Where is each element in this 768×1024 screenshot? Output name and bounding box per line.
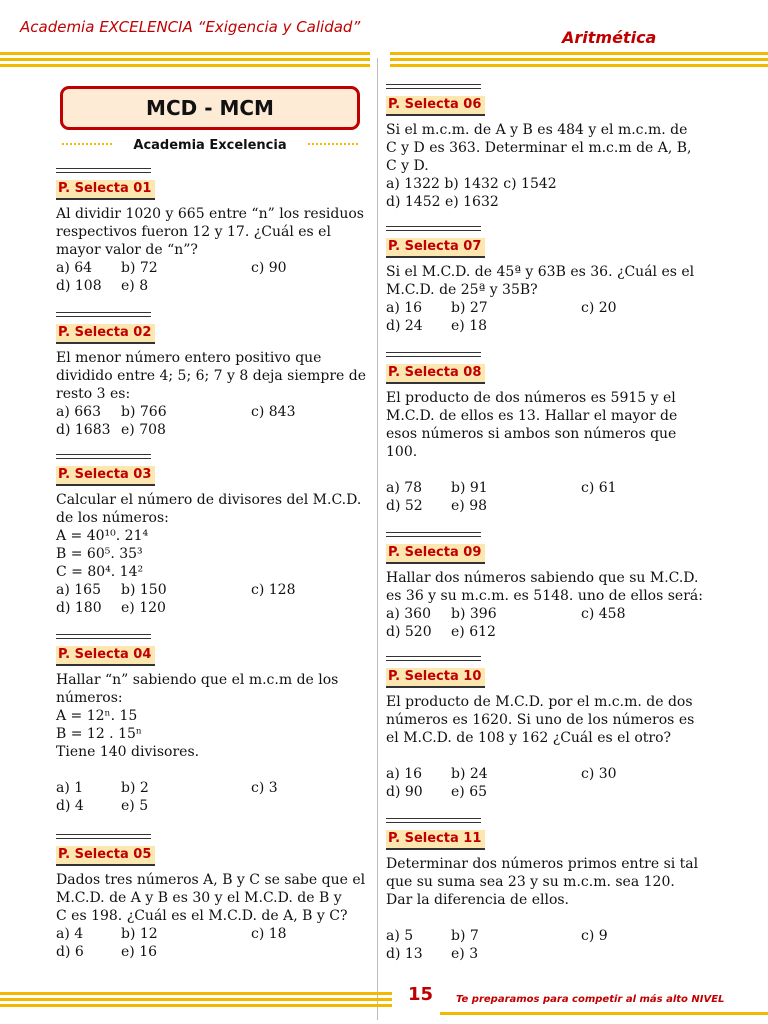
- problem-rule: [56, 168, 151, 173]
- statement-line: es 36 y su m.c.m. es 5148. uno de ellos será:: [386, 588, 703, 604]
- spacer: [56, 761, 376, 779]
- answer-option: a) 1: [56, 780, 84, 796]
- page-number: 15: [408, 984, 434, 1005]
- statement-line: A = 12ⁿ. 15: [56, 708, 138, 724]
- problem-rule: [56, 634, 151, 639]
- answer-option: d) 90: [386, 784, 423, 800]
- problem-tag: P. Selecta 09: [386, 544, 485, 564]
- answer-option: a) 1322 b) 1432 c) 1542: [386, 176, 557, 192]
- answer-option: b) 24: [451, 766, 488, 782]
- statement-line: Tiene 140 divisores.: [56, 744, 200, 760]
- answer-option: b) 12: [121, 926, 158, 942]
- problem-rule: [56, 312, 151, 317]
- answer-option: c) 20: [581, 300, 617, 316]
- statement-line: Si el M.C.D. de 45ª y 63B es 36. ¿Cuál es el: [386, 264, 695, 280]
- answer-option: e) 65: [451, 784, 488, 800]
- statement-line: respectivos fueron 12 y 17. ¿Cuál es el: [56, 224, 331, 240]
- answer-option: d) 520: [386, 624, 432, 640]
- answer-option: c) 458: [581, 606, 626, 622]
- column-divider: [377, 58, 378, 1020]
- problem-1: [56, 168, 376, 295]
- problem-rule: [386, 532, 481, 537]
- problem-5: [56, 834, 376, 961]
- answer-row: [56, 925, 376, 943]
- answer-option: e) 5: [121, 798, 149, 814]
- answer-option: c) 3: [251, 780, 278, 796]
- problem-2: [56, 312, 376, 439]
- statement-line: Hallar dos números sabiendo que su M.C.D.: [386, 570, 699, 586]
- statement-line: números es 1620. Si uno de los números es: [386, 712, 695, 728]
- statement-line: El menor número entero positivo que: [56, 350, 322, 366]
- answer-option: a) 64: [56, 260, 93, 276]
- answer-option: c) 843: [251, 404, 296, 420]
- answer-option: b) 2: [121, 780, 149, 796]
- answer-row: [56, 943, 376, 961]
- answer-option: e) 8: [121, 278, 149, 294]
- statement-line: Calcular el número de divisores del M.C.D.: [56, 492, 362, 508]
- answer-row: [56, 779, 376, 797]
- problem-10: [386, 656, 706, 801]
- answer-option: e) 708: [121, 422, 166, 438]
- statement-line: C = 80⁴. 14²: [56, 564, 144, 580]
- problem-tag: P. Selecta 03: [56, 466, 155, 486]
- header-stripes-right: [390, 52, 768, 70]
- problem-tag: P. Selecta 04: [56, 646, 155, 666]
- answer-option: c) 128: [251, 582, 296, 598]
- problem-tag: P. Selecta 08: [386, 364, 485, 384]
- problem-9: [386, 532, 706, 641]
- answer-option: c) 30: [581, 766, 617, 782]
- problem-statement: [56, 671, 376, 815]
- problem-statement: [56, 491, 376, 617]
- answer-row: [56, 599, 376, 617]
- problem-7: [386, 226, 706, 335]
- answer-row: [386, 479, 706, 497]
- statement-line: resto 3 es:: [56, 386, 131, 402]
- problem-statement: [386, 855, 706, 963]
- answer-option: a) 4: [56, 926, 84, 942]
- answer-option: d) 24: [386, 318, 423, 334]
- problem-statement: [56, 871, 376, 961]
- statement-line: que su suma sea 23 y su m.c.m. sea 120.: [386, 874, 675, 890]
- statement-line: el M.C.D. de 108 y 162 ¿Cuál es el otro?: [386, 730, 672, 746]
- answer-row: [386, 765, 706, 783]
- problem-statement: [56, 205, 376, 295]
- answer-option: b) 72: [121, 260, 158, 276]
- problem-3: [56, 454, 376, 617]
- problem-tag: P. Selecta 05: [56, 846, 155, 866]
- answer-row: [386, 175, 706, 193]
- statement-line: Si el m.c.m. de A y B es 484 y el m.c.m. de: [386, 122, 688, 138]
- answer-option: a) 16: [386, 300, 423, 316]
- subtitle: Academia Excelencia: [133, 138, 287, 153]
- statement-line: M.C.D. de A y B es 30 y el M.C.D. de B y: [56, 890, 342, 906]
- academy-name: Academia EXCELENCIA: [20, 18, 193, 36]
- statement-line: números:: [56, 690, 123, 706]
- answer-option: b) 766: [121, 404, 167, 420]
- statement-line: M.C.D. de ellos es 13. Hallar el mayor de: [386, 408, 678, 424]
- problem-statement: [386, 389, 706, 515]
- answer-option: a) 663: [56, 404, 101, 420]
- answer-option: b) 7: [451, 928, 479, 944]
- answer-option: a) 165: [56, 582, 101, 598]
- answer-row: [386, 927, 706, 945]
- problem-6: [386, 84, 706, 211]
- subject-title: Aritmética: [562, 28, 657, 47]
- statement-line: El producto de dos números es 5915 y el: [386, 390, 676, 406]
- statement-line: Hallar “n” sabiendo que el m.c.m de los: [56, 672, 339, 688]
- problem-rule: [386, 226, 481, 231]
- answer-option: e) 612: [451, 624, 496, 640]
- statement-line: mayor valor de “n”?: [56, 242, 198, 258]
- answer-option: d) 1683: [56, 422, 111, 438]
- problem-rule: [386, 656, 481, 661]
- page-title: MCD - MCM: [60, 86, 360, 130]
- header-academy: [20, 18, 360, 36]
- problem-statement: [386, 263, 706, 335]
- answer-option: b) 27: [451, 300, 488, 316]
- answer-row: [386, 605, 706, 623]
- problem-statement: [386, 693, 706, 801]
- academy-motto: “Exigencia y Calidad”: [197, 18, 361, 36]
- answer-option: d) 180: [56, 600, 102, 616]
- answer-option: d) 6: [56, 944, 84, 960]
- statement-line: M.C.D. de 25ª y 35B?: [386, 282, 538, 298]
- statement-line: de los números:: [56, 510, 169, 526]
- footer-stripes-left: [0, 992, 392, 1010]
- answer-option: a) 5: [386, 928, 414, 944]
- header-stripes-left: [0, 52, 370, 70]
- answer-row: [386, 317, 706, 335]
- answer-row: [386, 623, 706, 641]
- statement-line: B = 60⁵. 35³: [56, 546, 143, 562]
- answer-row: [56, 421, 376, 439]
- statement-line: dividido entre 4; 5; 6; 7 y 8 deja siempre de: [56, 368, 367, 384]
- answer-row: [386, 299, 706, 317]
- answer-option: c) 18: [251, 926, 287, 942]
- answer-option: d) 4: [56, 798, 84, 814]
- problem-8: [386, 352, 706, 515]
- answer-option: d) 1452 e) 1632: [386, 194, 499, 210]
- footer-slogan: Te preparamos para competir al más alto NIVEL: [456, 994, 725, 1005]
- answer-option: e) 16: [121, 944, 158, 960]
- problem-tag: P. Selecta 07: [386, 238, 485, 258]
- answer-option: c) 61: [581, 480, 617, 496]
- answer-option: d) 13: [386, 946, 423, 962]
- answer-option: e) 18: [451, 318, 488, 334]
- statement-line: Dados tres números A, B y C se sabe que el: [56, 872, 366, 888]
- spacer: [386, 461, 706, 479]
- problem-tag: P. Selecta 02: [56, 324, 155, 344]
- answer-option: d) 52: [386, 498, 423, 514]
- answer-row: [56, 581, 376, 599]
- answer-option: c) 9: [581, 928, 608, 944]
- answer-option: e) 98: [451, 498, 488, 514]
- answer-option: a) 16: [386, 766, 423, 782]
- statement-line: esos números si ambos son números que: [386, 426, 677, 442]
- answer-row: [56, 259, 376, 277]
- problem-statement: [386, 121, 706, 211]
- problem-statement: [386, 569, 706, 641]
- problem-rule: [386, 818, 481, 823]
- statement-line: C es 198. ¿Cuál es el M.C.D. de A, B y C?: [56, 908, 348, 924]
- statement-line: Al dividir 1020 y 665 entre “n” los residuos: [56, 206, 364, 222]
- statement-line: A = 40¹⁰. 21⁴: [56, 528, 149, 544]
- statement-line: C y D.: [386, 158, 429, 174]
- answer-row: [56, 403, 376, 421]
- problem-4: [56, 634, 376, 815]
- problem-tag: P. Selecta 01: [56, 180, 155, 200]
- problem-rule: [56, 834, 151, 839]
- footer-stripes-right: [440, 1012, 768, 1018]
- statement-line: Determinar dos números primos entre si tal: [386, 856, 699, 872]
- answer-row: [56, 277, 376, 295]
- answer-option: d) 108: [56, 278, 102, 294]
- spacer: [386, 909, 706, 927]
- problem-tag: P. Selecta 06: [386, 96, 485, 116]
- statement-line: Dar la diferencia de ellos.: [386, 892, 570, 908]
- answer-row: [386, 945, 706, 963]
- problem-11: [386, 818, 706, 963]
- statement-line: C y D es 363. Determinar el m.c.m de A, B,: [386, 140, 692, 156]
- problem-tag: P. Selecta 11: [386, 830, 485, 850]
- answer-option: e) 120: [121, 600, 166, 616]
- answer-option: b) 150: [121, 582, 167, 598]
- statement-line: B = 12 . 15ⁿ: [56, 726, 142, 742]
- problem-tag: P. Selecta 10: [386, 668, 485, 688]
- answer-option: b) 91: [451, 480, 488, 496]
- problem-rule: [56, 454, 151, 459]
- problem-rule: [386, 84, 481, 89]
- statement-line: 100.: [386, 444, 418, 460]
- answer-row: [386, 497, 706, 515]
- answer-row: [386, 193, 706, 211]
- answer-option: a) 360: [386, 606, 431, 622]
- answer-row: [386, 783, 706, 801]
- statement-line: El producto de M.C.D. por el m.c.m. de dos: [386, 694, 693, 710]
- answer-row: [56, 797, 376, 815]
- answer-option: c) 90: [251, 260, 287, 276]
- spacer: [386, 747, 706, 765]
- answer-option: b) 396: [451, 606, 497, 622]
- answer-option: e) 3: [451, 946, 479, 962]
- answer-option: a) 78: [386, 480, 423, 496]
- problem-rule: [386, 352, 481, 357]
- problem-statement: [56, 349, 376, 439]
